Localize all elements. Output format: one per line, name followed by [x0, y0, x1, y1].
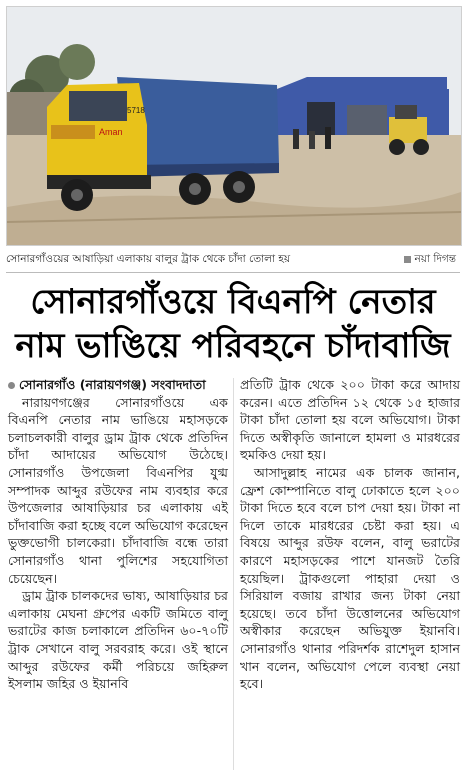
truck-photo-image [7, 7, 461, 245]
bullet-icon [8, 382, 15, 389]
headline [6, 280, 460, 368]
photo-caption [6, 249, 460, 269]
headline-line-1: সোনারগাঁওয়ে বিএনপি নেতার [30, 282, 436, 322]
truck-plate-text: 5718 [127, 106, 145, 115]
headline-line-2: নাম ভাঙিয়ে পরিবহনে চাঁদাবাজি [15, 326, 451, 366]
dateline-paragraph [8, 376, 228, 394]
credit-text: নয়া দিগন্ত [414, 253, 456, 265]
article-paragraph: নারায়ণগঞ্জের সোনারগাঁওয়ে এক বিএনপি নেতার নাম ভাঙিয়ে মহাসড়কে চলাচলকারী বালুর ড্রাম ট্রাক থেকে প্রতিদিন চাঁদা আদায়ের অভিযোগ উঠেছে। সোনারগাঁও উপজেলা বিএনপির যুগ্ম সম্পাদক আব্দুর রউফের নাম ব্যবহার করে উপজেলার আষাড়িয়ার চর এলাকায় এই চাঁদাবাজি করা হচ্ছে বলে অভিযোগ করেছেন ভুক্তভোগী চালকেরা। চাঁদাবাজি বন্ধে তারা সোনারগাঁও থানা পুলিশের সহযোগিতা চেয়েছেন। [8, 394, 228, 586]
column-divider [233, 378, 234, 770]
caption-text: সোনারগাঁওয়ের আষাড়িয়া এলাকায় বালুর ট্রাক থেকে চাঁদা তোলা হয় [6, 253, 291, 265]
square-icon [404, 256, 411, 263]
photo-credit [404, 249, 456, 269]
dateline: সোনারগাঁও (নারায়ণগঞ্জ) সংবাদদাতা [19, 377, 206, 392]
truck-brand-text: Aman [99, 127, 123, 137]
divider [6, 272, 460, 273]
article-paragraph: আসাদুল্লাহ নামের এক চালক জানান, ফ্রেশ কোম্পানিতে বালু ঢোকাতে হলে ২০০ টাকা দিতে হবে বলে চাপ দেয়া হয়। টাকা না দিলে তাকে মারধরের চেষ্টা করা হয়। এ বিষয়ে আব্দুর রউফ বলেন, বালু ভরাটের কারণে মহাসড়কের পাশে যানজট তৈরি হয়েছিল। ট্রাকগুলো পাহারা দেয়া ও সিরিয়াল বজায় রাখার জন্য টাকা নেয়া হয়েছে। তবে চাঁদা উত্তোলনের অভিযোগ অস্বীকার করেছেন অভিযুক্ত ইয়ানবি। সোনারগাঁও থানার পরিদর্শক রাশেদুল হাসান খান বলেন, অভিযোগ পেলে ব্যবস্থা নেয়া হবে। [240, 464, 460, 692]
article-column-left [8, 376, 228, 693]
article-paragraph: প্রতিটি ট্রাক থেকে ২০০ টাকা করে আদায় করেন। এতে প্রতিদিন ১২ থেকে ১৫ হাজার টাকা চাঁদা তোলা হয় বলে অভিযোগ। টাকা দিতে অস্বীকৃতি জানালে হামলা ও মারধরের হুমকিও দেয়া হয়। [240, 377, 460, 463]
article-column-right [240, 376, 460, 693]
news-photo [6, 6, 462, 246]
article-paragraph: ড্রাম ট্রাক চালকদের ভাষ্য, আষাড়িয়ার চর এলাকায় মেঘনা গ্রুপের একটি জমিতে বালু ভরাটের কাজ চলাকালে প্রতিদিন ৬০-৭০টি ট্রাক সেখানে বালু সরবরাহ করে। ওই স্থানে আব্দুর রউফের কর্মী পরিচয়ে জহিরুল ইসলাম জহির ও ইয়ানবি [8, 588, 228, 692]
